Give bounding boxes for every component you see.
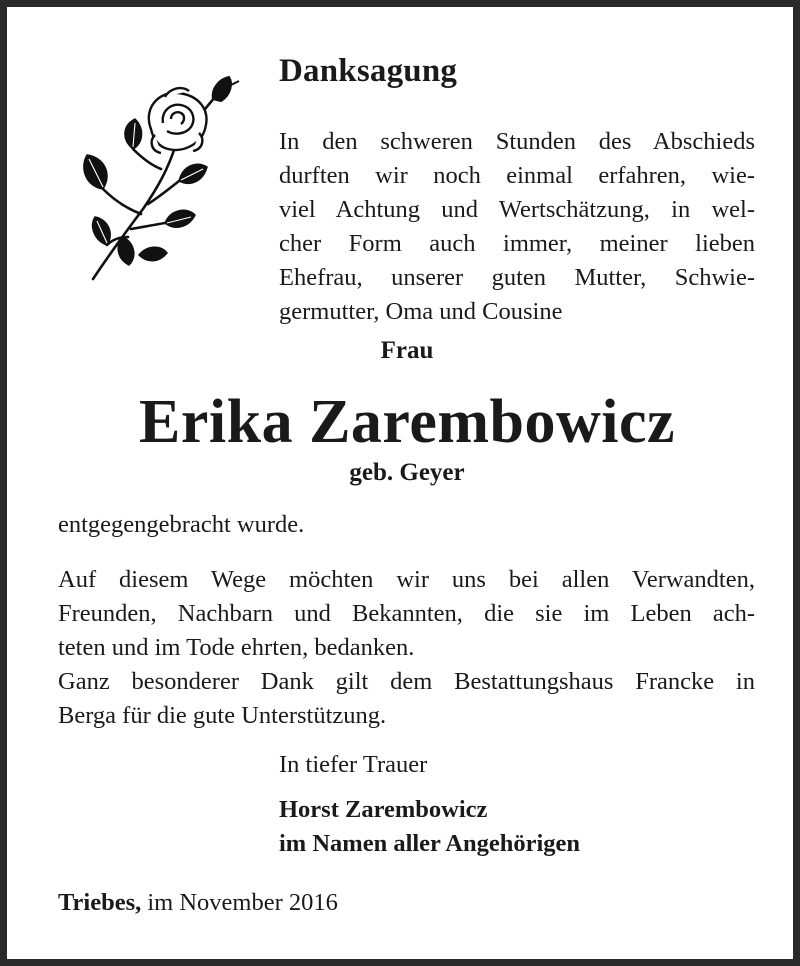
thanks-line: teten und im Tode ehrten, bedanken. — [58, 634, 415, 661]
thanks-line: Ganz besonderer Dank gilt dem Bestattungshaus Francke in — [58, 668, 755, 695]
deceased-title: Frau — [380, 337, 434, 364]
intro-line: germutter, Oma und Cousine — [279, 298, 563, 325]
deceased-birth-name: geb. Geyer — [349, 459, 465, 486]
intro-line: durften wir noch einmal erfahren, wie- — [279, 162, 755, 189]
thanks-line: Auf diesem Wege möchten wir uns bei allen Verwandten, — [58, 566, 755, 593]
signer-subtitle: im Namen aller Angehörigen — [279, 830, 581, 857]
signer-name: Horst Zarembowicz — [279, 796, 488, 823]
place: Triebes, — [58, 889, 142, 916]
after-name-text: entgegengebracht wurde. — [58, 511, 305, 538]
date: im November 2016 — [147, 889, 338, 916]
thanks-line: Freunden, Nachbarn und Bekannten, die sie im Leben ach- — [58, 600, 755, 627]
deceased-name: Erika Zarembowicz — [138, 388, 675, 456]
intro-line: In den schweren Stunden des Abschieds — [279, 128, 755, 155]
intro-line: viel Achtung und Wertschätzung, in wel- — [279, 196, 755, 223]
thanks-paragraph — [58, 563, 755, 733]
intro-line: Ehefrau, unserer guten Mutter, Schwie- — [279, 264, 755, 291]
intro-line: cher Form auch immer, meiner lieben — [279, 230, 755, 257]
thanks-line: Berga für die gute Unterstützung. — [58, 702, 387, 729]
heading: Danksagung — [279, 53, 458, 89]
intro-paragraph — [279, 125, 755, 329]
rose-icon — [73, 69, 253, 285]
signer-block — [279, 793, 580, 861]
closing-phrase: In tiefer Trauer — [279, 751, 428, 778]
place-date — [58, 889, 338, 917]
